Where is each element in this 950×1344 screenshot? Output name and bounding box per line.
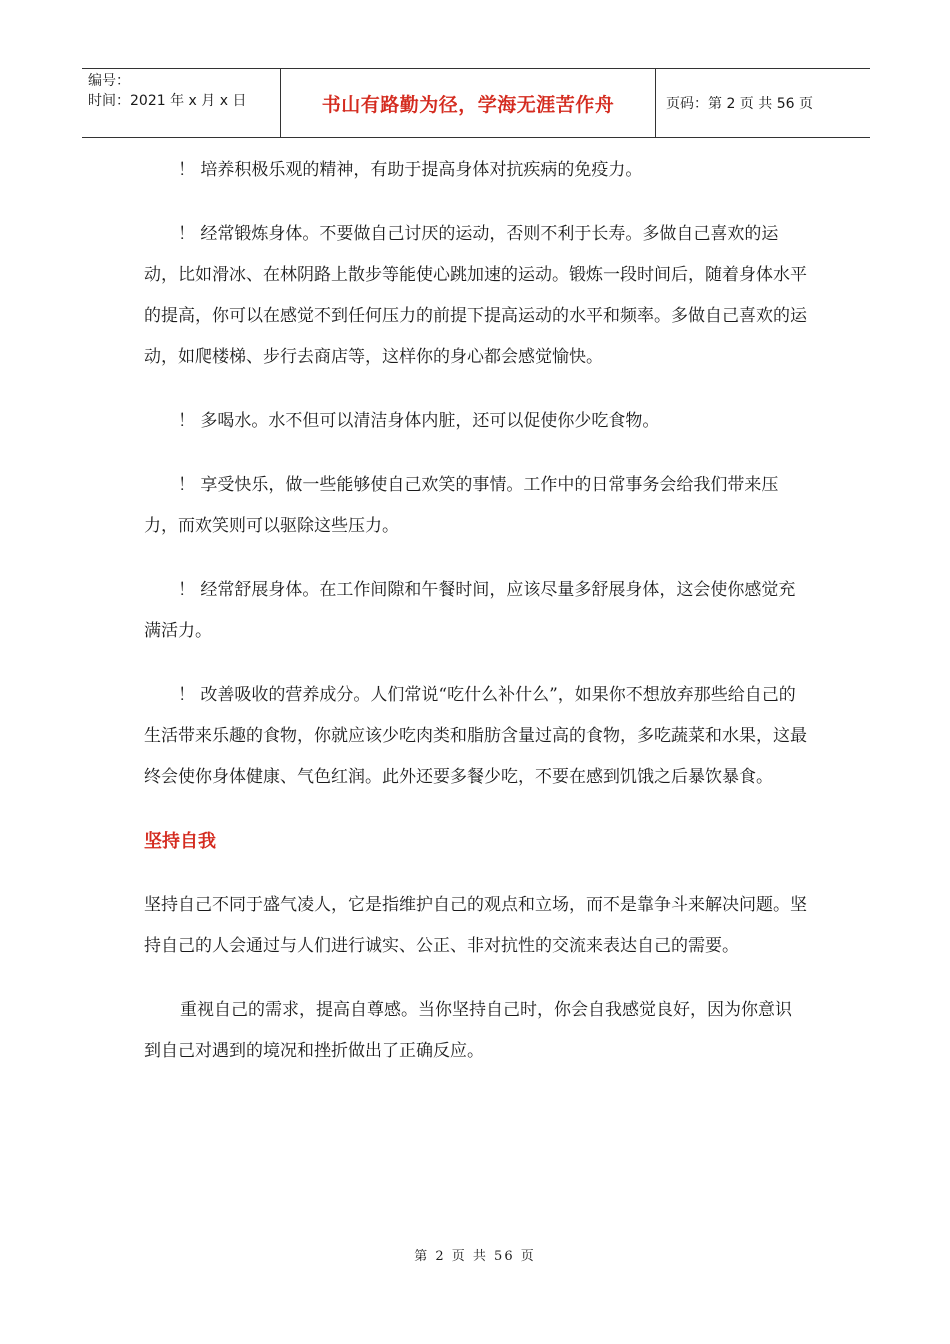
section-heading: 坚持自我 [144,831,216,852]
document-date: 时间：2021 年 x 月 x 日 [88,93,247,109]
header-motto: 书山有路勤为径，学海无涯苦作舟 [281,69,656,137]
body-paragraph: ！ 享受快乐，做一些能够使自己欢笑的事情。工作中的日常事务会给我们带来压力，而欢笑则可以驱除这些压力。 [144,475,779,536]
section-paragraph: 坚持自己不同于盛气凌人，它是指维护自己的观点和立场，而不是靠争斗来解决问题。坚持自己的人会通过与人们进行诚实、公正、非对抗性的交流来表达自己的需要。 [144,895,807,956]
header-page-info: 页码：第 2 页 共 56 页 [666,96,813,112]
header-meta [82,69,281,137]
document-body [144,150,808,1095]
body-paragraph: ！ 培养积极乐观的精神，有助于提高身体对抗疾病的免疫力。 [178,160,643,180]
body-paragraph: ！ 经常舒展身体。在工作间隙和午餐时间，应该尽量多舒展身体，这会使你感觉充满活力。 [144,580,796,641]
section-paragraph: 重视自己的需求，提高自尊感。当你坚持自己时，你会自我感觉良好，因为你意识到自己对遇到的境况和挫折做出了正确反应。 [144,1000,792,1061]
body-paragraph: ！ 改善吸收的营养成分。人们常说“吃什么补什么”，如果你不想放弃那些给自己的生活带来乐趣的食物，你就应该少吃肉类和脂肪含量过高的食物，多吃蔬菜和水果，这最终会使你身体健康、气色红润。此外还要多餐少吃，不要在感到饥饿之后暴饮暴食。 [144,685,807,787]
body-paragraph: ！ 多喝水。水不但可以清洁身体内脏，还可以促使你少吃食物。 [178,411,660,431]
document-number-label: 编号： [88,73,130,89]
page-header [82,68,870,138]
body-paragraph: ！ 经常锻炼身体。不要做自己讨厌的运动，否则不利于长寿。多做自己喜欢的运动，比如滑冰、在林阴路上散步等能使心跳加速的运动。锻炼一段时间后，随着身体水平的提高，你可以在感觉不到任何压力的前提下提高运动的水平和频率。多做自己喜欢的运动，如爬楼梯、步行去商店等，这样你的身心都会感觉愉快。 [144,224,807,367]
page-footer: 第 2 页 共 56 页 [414,1249,536,1264]
